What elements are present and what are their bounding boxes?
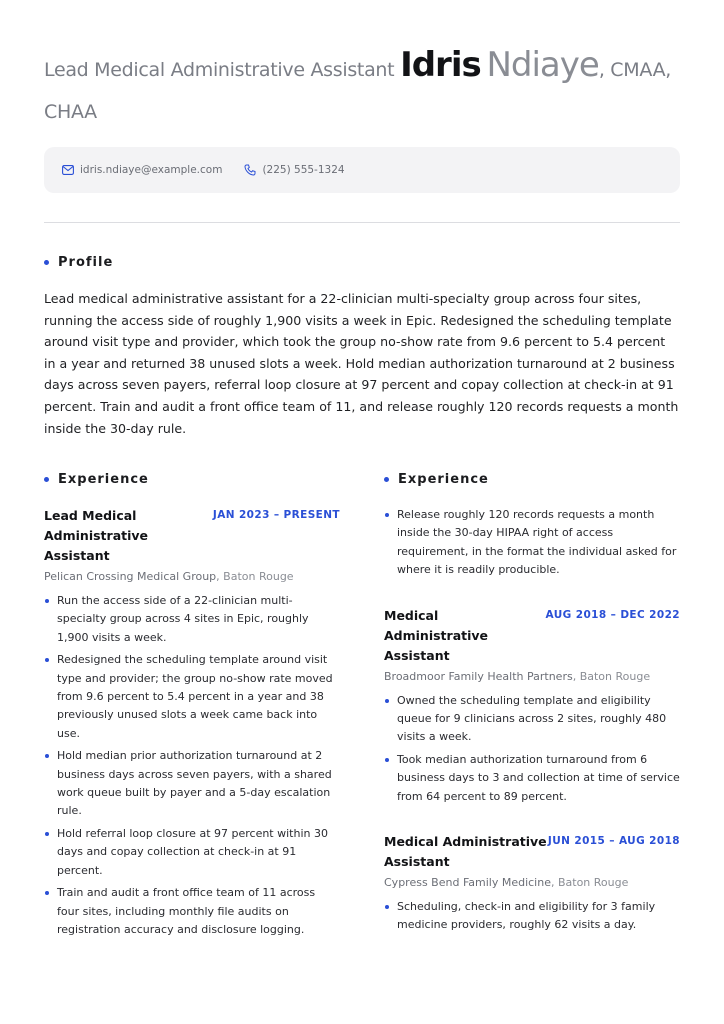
- job-organization: [384, 670, 680, 683]
- job-title: Medical Administrative Assistant: [384, 834, 547, 870]
- bullet-dot-icon: [44, 477, 49, 482]
- phone-contact[interactable]: [244, 164, 344, 176]
- bullet-item: Scheduling, check-in and eligibility for 3 family medicine providers, roughly 62 visits a day.: [384, 898, 680, 935]
- job-location: , Baton Rouge: [216, 570, 294, 583]
- job-title: Medical Administrative Assistant: [384, 607, 489, 663]
- job-dates: JAN 2023 – PRESENT: [212, 509, 340, 521]
- experience-column-right: [384, 506, 680, 961]
- job-header: [44, 506, 340, 566]
- job-bullets: [384, 898, 680, 935]
- phone-icon: [244, 164, 256, 176]
- last-name: Ndiaye: [486, 45, 599, 85]
- bullet-item: Redesigned the scheduling template around visit type and provider; the group no-show rate moved from 9.6 percent to 5.4 percent in a year and 38 previously unused slots a week came back into use.: [44, 651, 340, 743]
- job-entry: [384, 832, 680, 935]
- job-entry: [384, 606, 680, 806]
- job-header: [384, 832, 680, 872]
- first-name: Idris: [400, 45, 481, 85]
- bullet-item: Release roughly 120 records requests a month inside the 30-day HIPAA right of access requirement, in the format the individual asked for where it is readily producible.: [384, 506, 680, 580]
- header-divider: [44, 222, 680, 223]
- job-entry: [44, 506, 340, 939]
- credentials-line: [44, 91, 680, 133]
- credentials-continued: CHAA: [44, 101, 97, 123]
- job-header: [384, 606, 680, 666]
- profile-summary: Lead medical administrative assistant for a 22-clinician multi-specialty group across four sites, running the access side of roughly 1,900 visits a week in Epic. Redesigned the scheduling template around visit type and provider, which took the group no-show rate from 9.6 percent to 5.4 percent in a year and returned 38 unused slots a week. Hold median authorization turnaround at 2 business days across seven payers, referral loop closure at 97 percent and copay collection at check-in at 91 percent. Train and audit a front office team of 11, and release roughly 120 records requests a month inside the 30-day rule.: [44, 291, 679, 436]
- name-line: [44, 44, 680, 91]
- credentials: , CMAA,: [598, 59, 672, 81]
- experience-heading-text: Experience: [58, 472, 149, 487]
- job-location: , Baton Rouge: [550, 876, 629, 890]
- bullet-item: Run the access side of a 22-clinician multi-specialty group across 4 sites in Epic, roughly 1,900 visits a week.: [44, 592, 340, 647]
- profile-heading-text: Profile: [58, 255, 114, 270]
- job-location: , Baton Rouge: [572, 669, 651, 683]
- bullet-item: Took median authorization turnaround from 6 business days to 3 and collection at time of service from 64 percent to 89 percent.: [384, 751, 680, 806]
- bullet-item: Train and audit a front office team of 11 across four sites, including monthly file audits on registration accuracy and disclosure logging.: [44, 884, 340, 939]
- company-name: Broadmoor Family Health Partners: [384, 669, 573, 683]
- email-contact[interactable]: [62, 164, 222, 176]
- continued-bullets: [384, 506, 680, 580]
- company-name: Cypress Bend Family Medicine: [384, 876, 551, 890]
- bullet-dot-icon: [384, 477, 389, 482]
- job-dates: JUN 2015 – AUG 2018: [547, 835, 680, 848]
- resume-header: [44, 44, 680, 133]
- bullet-item: Hold median prior authorization turnaround at 2 business days across seven payers, with a shared work queue built by payer and a 5-day escalation rule.: [44, 747, 340, 821]
- bullet-dot-icon: [44, 260, 49, 265]
- experience-column-left: [44, 506, 340, 965]
- email-text: idris.ndiaye@example.com: [80, 164, 223, 176]
- experience-heading-right: [384, 472, 489, 487]
- experience-heading-left: [44, 472, 149, 487]
- role-title: Lead Medical Administrative Assistant: [44, 59, 395, 81]
- bullet-item: Hold referral loop closure at 97 percent within 30 days and copay collection at check-in at 91 percent.: [44, 825, 340, 880]
- job-organization: [44, 570, 340, 583]
- job-organization: [384, 876, 680, 889]
- profile-heading: [44, 255, 113, 270]
- experience-heading-text: Experience: [398, 472, 489, 487]
- mail-icon: [62, 165, 74, 175]
- job-bullets: [384, 692, 680, 806]
- contact-bar: [44, 147, 680, 193]
- phone-text: (225) 555-1324: [262, 164, 345, 176]
- job-dates: AUG 2018 – DEC 2022: [545, 608, 680, 621]
- job-title: Lead Medical Administrative Assistant: [44, 508, 149, 563]
- bullet-item: Owned the scheduling template and eligibility queue for 9 clinicians across 2 sites, roughly 480 visits a week.: [384, 692, 680, 747]
- job-bullets: [44, 592, 340, 939]
- company-name: Pelican Crossing Medical Group: [44, 570, 217, 583]
